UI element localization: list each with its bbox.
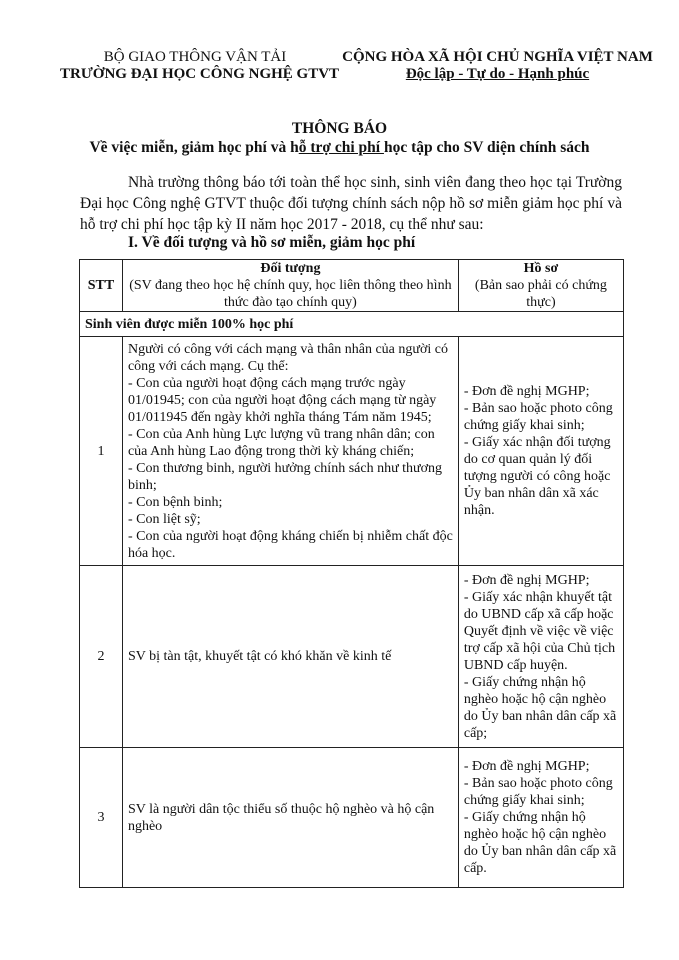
object-line: Người có công với cách mạng và thân nhân của người có công với cách mạng. Cụ thể: bbox=[127, 341, 448, 374]
object-line: - Con thương binh, người hưởng chính sách như thương binh; bbox=[127, 460, 443, 493]
header-object-title: Đối tượng bbox=[260, 261, 321, 276]
policy-table bbox=[79, 259, 624, 888]
table-header-row bbox=[80, 260, 624, 312]
table-row bbox=[80, 337, 624, 566]
national-header bbox=[325, 49, 670, 83]
row-object bbox=[122, 337, 458, 566]
subtitle-part1: Về việc miễn, giảm học phí và h bbox=[89, 139, 299, 156]
document-title bbox=[0, 119, 679, 157]
docs-line: - Bản sao hoặc photo công chứng giấy khai sinh; bbox=[463, 401, 613, 433]
issuer-header bbox=[60, 49, 340, 83]
intro-text: Nhà trường thông báo tới toàn thể học sinh, sinh viên đang theo học tại Trường Đại học Công nghệ GTVT thuộc đối tượng chính sách nộp hồ sơ miễn giảm học phí và hỗ trợ chi phí học tập kỳ II năm học 2017 - 2018, cụ thể như sau: bbox=[80, 174, 622, 233]
object-line: - Con của người hoạt động kháng chiến bị nhiễm chất độc hóa học. bbox=[127, 528, 453, 561]
header-docs bbox=[458, 260, 623, 312]
docs-line: - Đơn đề nghị MGHP; bbox=[463, 384, 590, 399]
table-row bbox=[80, 566, 624, 748]
row-object bbox=[122, 748, 458, 888]
intro-paragraph bbox=[80, 172, 622, 235]
subtitle-underlined: ỗ trợ chi phí bbox=[298, 139, 384, 156]
row-stt: 2 bbox=[80, 566, 123, 748]
header-docs-title: Hồ sơ bbox=[523, 261, 559, 276]
country-name: CỘNG HÒA XÃ HỘI CHỦ NGHĨA VIỆT NAM bbox=[342, 49, 653, 65]
header-docs-note: (Bản sao phải có chứng thực) bbox=[474, 278, 607, 310]
school-name: TRƯỜNG ĐẠI HỌC CÔNG NGHỆ GTVT bbox=[60, 66, 340, 82]
section-heading: I. Về đối tượng và hồ sơ miễn, giảm học phí bbox=[128, 234, 416, 251]
title-subtitle bbox=[0, 138, 679, 157]
object-line: - Con liệt sỹ; bbox=[127, 511, 201, 527]
docs-line: - Giấy xác nhận đối tượng do cơ quan quản lý đối tượng người có công hoặc Ủy ban nhân dân xã xác nhận. bbox=[463, 435, 611, 518]
header-object bbox=[122, 260, 458, 312]
row-docs bbox=[458, 337, 623, 566]
row-stt: 1 bbox=[80, 337, 123, 566]
header-stt: STT bbox=[80, 260, 123, 312]
group-row bbox=[80, 312, 624, 337]
docs-line: - Giấy xác nhận khuyết tật do UBND cấp xã cấp hoặc Quyết định về việc về việc trợ cấp xã hội của Chủ tịch UBND cấp huyện. bbox=[463, 589, 616, 673]
object-line: - Con của người hoạt động cách mạng trước ngày 01/01945; con của người hoạt động cách mạng từ ngày 01/011945 đến ngày khởi nghĩa tháng Tám năm 1945; bbox=[127, 375, 437, 425]
docs-line: - Đơn đề nghị MGHP; bbox=[463, 759, 590, 774]
ministry-name: BỘ GIAO THÔNG VẬN TẢI bbox=[103, 49, 287, 65]
object-line: SV là người dân tộc thiểu số thuộc hộ nghèo và hộ cận nghèo bbox=[127, 801, 435, 834]
national-motto: Độc lập - Tự do - Hạnh phúc bbox=[405, 66, 590, 82]
object-line: SV bị tàn tật, khuyết tật có khó khăn về kinh tế bbox=[127, 649, 392, 664]
header-object-note: (SV đang theo học hệ chính quy, học liên thông theo hình thức đào tạo chính quy) bbox=[129, 278, 452, 310]
docs-line: - Bản sao hoặc photo công chứng giấy khai sinh; bbox=[463, 776, 613, 808]
row-docs bbox=[458, 566, 623, 748]
docs-line: - Đơn đề nghị MGHP; bbox=[463, 572, 590, 588]
title-heading: THÔNG BÁO bbox=[291, 120, 388, 137]
row-stt: 3 bbox=[80, 748, 123, 888]
subtitle-part2: học tập cho SV diện chính sách bbox=[383, 139, 590, 156]
object-line: - Con bệnh binh; bbox=[127, 494, 223, 510]
row-object bbox=[122, 566, 458, 748]
group-label: Sinh viên được miễn 100% học phí bbox=[80, 312, 624, 337]
docs-line: - Giấy chứng nhận hộ nghèo hoặc hộ cận nghèo do Ủy ban nhân dân cấp xã cấp. bbox=[463, 810, 617, 876]
object-line: - Con của Anh hùng Lực lượng vũ trang nhân dân; con của Anh hùng Lao động trong thời kỳ kháng chiến; bbox=[127, 426, 435, 459]
table-row bbox=[80, 748, 624, 888]
row-docs bbox=[458, 748, 623, 888]
docs-line: - Giấy chứng nhận hộ nghèo hoặc hộ cận nghèo do Ủy ban nhân dân cấp xã cấp; bbox=[463, 674, 617, 741]
